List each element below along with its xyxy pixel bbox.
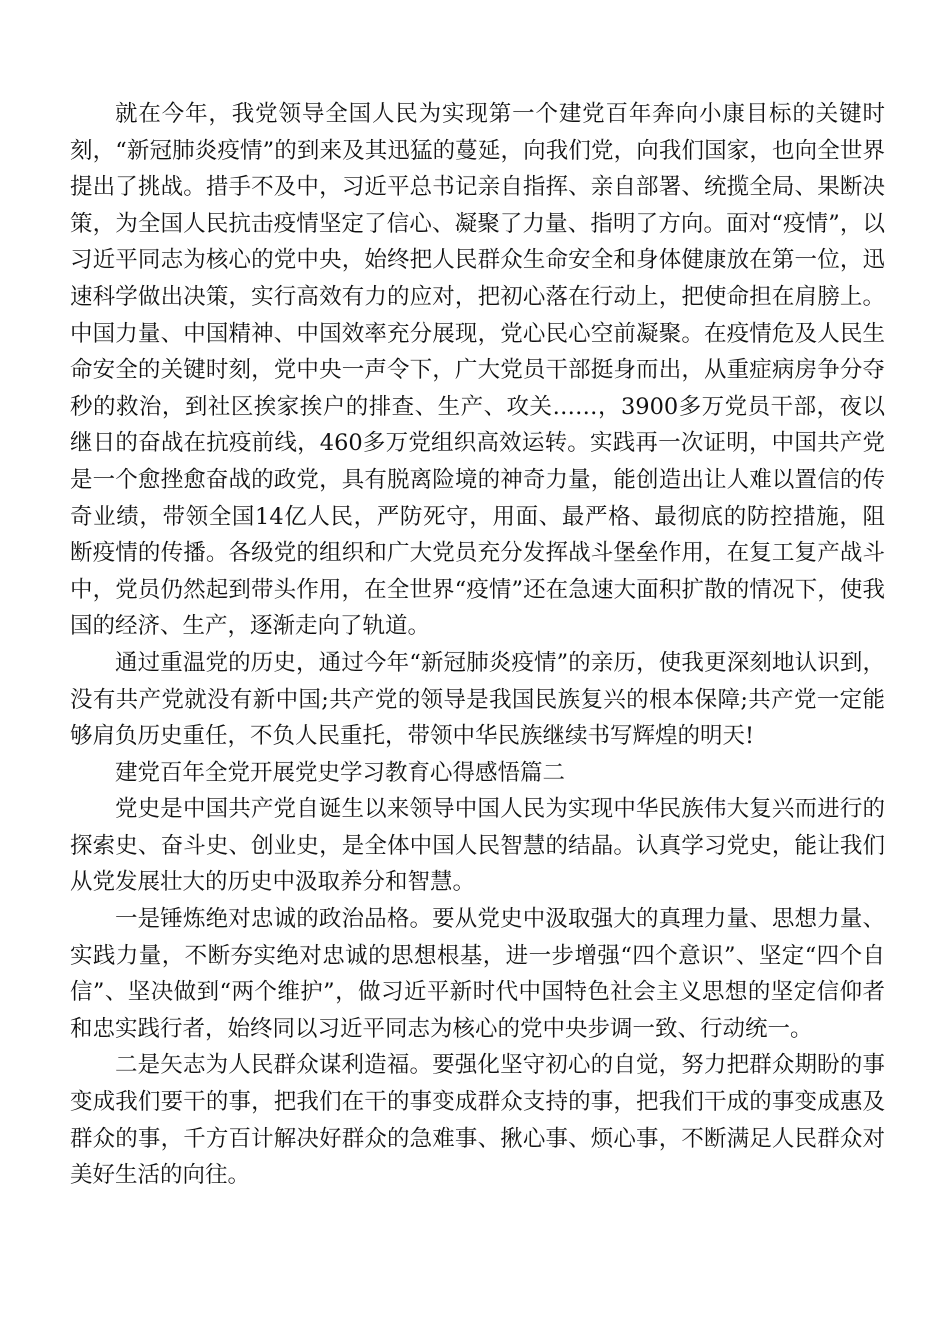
- document-page: [70, 96, 885, 1194]
- section-heading: 建党百年全党开展党史学习教育心得感悟篇二: [115, 759, 566, 786]
- paragraph-point-one: 一是锤炼绝对忠诚的政治品格。要从党史中汲取强大的真理力量、思想力量、实践力量，不断夯实绝对忠诚的思想根基，进一步增强“四个意识”、坚定“四个自信”、坚决做到“两个维护”，做习近平新时代中国特色社会主义思想的坚定信仰者和忠实践行者，始终同以习近平同志为核心的党中央步调一致、行动统一。: [70, 906, 885, 1042]
- paragraph-pandemic-fight: 就在今年，我党领导全国人民为实现第一个建党百年奔向小康目标的关键时刻，“新冠肺炎疫情”的到来及其迅猛的蔓延，向我们党，向我们国家，也向全世界提出了挑战。措手不及中，习近平总书记亲自指挥、亲自部署、统揽全局、果断决策，为全国人民抗击疫情坚定了信心、凝聚了力量、指明了方向。面对“疫情”，以习近平同志为核心的党中央，始终把人民群众生命安全和身体健康放在第一位，迅速科学做出决策，实行高效有力的应对，把初心落在行动上，把使命担在肩膀上。中国力量、中国精神、中国效率充分展现，党心民心空前凝聚。在疫情危及人民生命安全的关键时刻，党中央一声令下，广大党员干部挺身而出，从重症病房争分夺秒的救治，到社区挨家挨户的排查、生产、攻关……，3900多万党员干部，夜以继日的奋战在抗疫前线，460多万党组织高效运转。实践再一次证明，中国共产党是一个愈挫愈奋战的政党，具有脱离险境的神奇力量，能创造出让人难以置信的传奇业绩，带领全国14亿人民，严防死守，用面、最严格、最彻底的防控措施，阻断疫情的传播。各级党的组织和广大党员充分发挥战斗堡垒作用，在复工复产战斗中，党员仍然起到带头作用，在全世界“疫情”还在急速大面积扩散的情况下，使我国的经济、生产，逐渐走向了轨道。: [70, 101, 885, 640]
- paragraph-reflection: 通过重温党的历史，通过今年“新冠肺炎疫情”的亲历，使我更深刻地认识到，没有共产党就没有新中国;共产党的领导是我国民族复兴的根本保障;共产党一定能够肩负历史重任，不负人民重托，带领中华民族继续书写辉煌的明天!: [70, 649, 885, 750]
- paragraph-party-history: 党史是中国共产党自诞生以来领导中国人民为实现中华民族伟大复兴而进行的探索史、奋斗史、创业史，是全体中国人民智慧的结晶。认真学习党史，能让我们从党发展壮大的历史中汲取养分和智慧。: [70, 796, 885, 896]
- paragraph-point-two: 二是矢志为人民群众谋利造福。要强化坚守初心的自觉，努力把群众期盼的事变成我们要干的事，把我们在干的事变成群众支持的事，把我们干成的事变成惠及群众的事，千方百计解决好群众的急难事、揪心事、烦心事，不断满足人民群众对美好生活的向往。: [70, 1052, 885, 1189]
